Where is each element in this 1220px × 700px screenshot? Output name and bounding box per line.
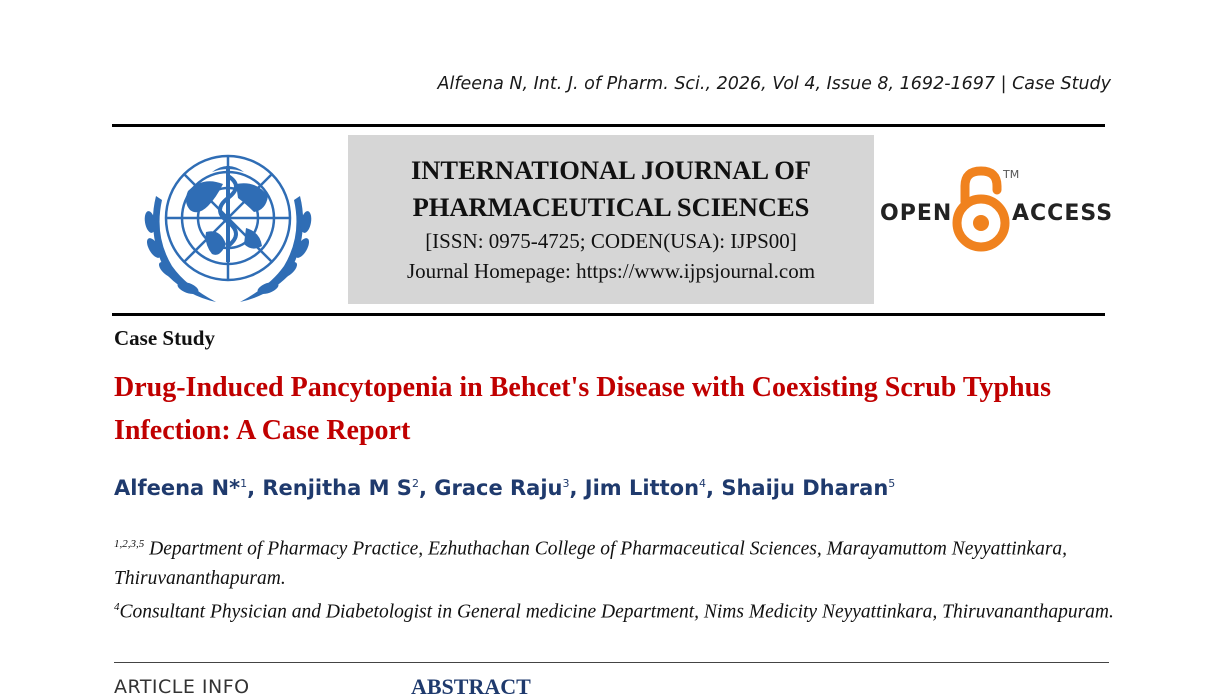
journal-issn: [ISSN: 0975-4725; CODEN(USA): IJPS00] bbox=[425, 229, 797, 253]
journal-emblem-logo bbox=[128, 136, 328, 308]
citation-header: Alfeena N, Int. J. of Pharm. Sci., 2026, Vol 4, Issue 8, 1692-1697 | Case Study bbox=[437, 74, 1111, 94]
article-type: Case Study bbox=[114, 326, 215, 350]
journal-name-line-1: INTERNATIONAL JOURNAL OF bbox=[410, 155, 811, 185]
header-top-rule bbox=[112, 124, 1105, 127]
open-access-access-text: ACCESS bbox=[1012, 201, 1114, 226]
journal-masthead bbox=[348, 135, 874, 304]
author-affiliation-number: 1 bbox=[240, 477, 248, 490]
abstract-heading: ABSTRACT bbox=[411, 674, 531, 699]
author-separator: , bbox=[706, 476, 722, 500]
author-name: Shaiju Dharan bbox=[721, 476, 889, 500]
author-separator: , bbox=[247, 476, 263, 500]
open-access-open-text: OPEN bbox=[880, 201, 953, 226]
affiliation-text: Consultant Physician and Diabetologist in General medicine Department, Nims Medicity Neyyattinkara, Thiruvananthapuram. bbox=[119, 601, 1114, 622]
author-affiliation-number: 3 bbox=[562, 477, 570, 490]
affiliation-item bbox=[114, 593, 1114, 627]
author-list bbox=[114, 476, 895, 500]
affiliations bbox=[114, 530, 1114, 626]
section-divider bbox=[114, 662, 1109, 663]
affiliation-text: Department of Pharmacy Practice, Ezhuthachan College of Pharmaceutical Sciences, Marayamuttom Neyyattinkara, Thiruvananthapuram. bbox=[114, 538, 1068, 589]
affiliation-number: 4 bbox=[114, 600, 120, 613]
journal-name-line-2: PHARMACEUTICAL SCIENCES bbox=[412, 192, 810, 222]
author-affiliation-number: 5 bbox=[888, 477, 896, 490]
header-bottom-rule bbox=[112, 313, 1105, 316]
author-name: Jim Litton bbox=[584, 476, 700, 500]
author-separator: , bbox=[418, 476, 435, 500]
author-separator: , bbox=[569, 476, 585, 500]
journal-name bbox=[348, 152, 874, 226]
author-name: Grace Raju bbox=[434, 476, 563, 500]
journal-homepage: Journal Homepage: https://www.ijpsjournal.com bbox=[406, 259, 816, 283]
author-name: Alfeena N* bbox=[114, 476, 241, 500]
article-title: Drug-Induced Pancytopenia in Behcet's Disease with Coexisting Scrub Typhus Infection: A Case Report bbox=[114, 372, 1052, 446]
open-access-tm: TM bbox=[1003, 168, 1020, 181]
affiliation-number: 1,2,3,5 bbox=[114, 538, 145, 550]
open-access-logo bbox=[880, 166, 1114, 252]
affiliation-item bbox=[114, 530, 1114, 593]
author-name: Renjitha M S bbox=[262, 476, 412, 500]
article-info-heading: ARTICLE INFO bbox=[114, 676, 250, 698]
author-affiliation-number: 4 bbox=[699, 477, 707, 490]
author-affiliation-number: 2 bbox=[411, 477, 419, 490]
